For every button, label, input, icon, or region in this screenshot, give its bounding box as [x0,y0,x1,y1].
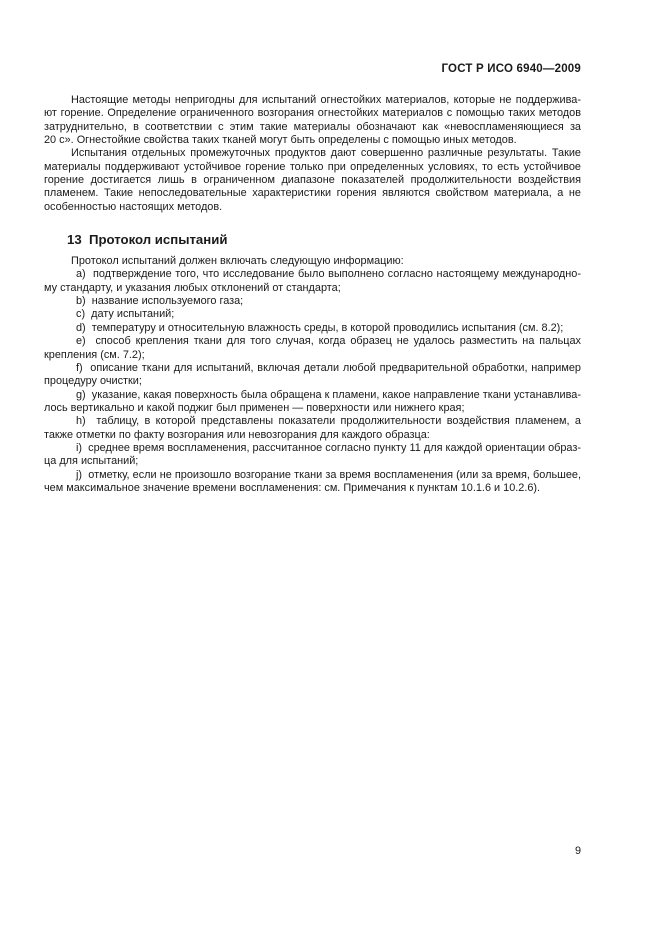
text-line: материалы поддерживают устойчивое горение только при определенных условиях, то есть устойчивое [44,160,581,173]
text-line: e) способ крепления ткани для того случая, когда образец не удалось разместить на пальцах [76,335,581,348]
list-item-e [44,335,581,362]
text-line: ца для испытаний; [44,455,139,468]
list-item-a [44,268,581,295]
text-line: затруднительно, в соответствии с этим такие материалы обозначают как «невоспламеняющиеся за [44,120,581,133]
text-line: ют горение. Определение ограниченного возгорания огнестойких материалов с помощью таких методов [44,107,581,120]
document-header: ГОСТ Р ИСО 6940—2009 [441,63,581,75]
list-item-g [44,389,581,416]
text-line: c) дату испытаний; [76,308,175,321]
text-line: особенностью настоящих методов. [44,200,223,213]
text-line: также отметки по факту возгорания или невозгорания для каждого образца: [44,428,430,441]
para-protocol-lead [44,255,581,268]
list-item-h [44,415,581,442]
text-line: i) среднее время воспламенения, рассчитанное согласно пункту 11 для каждой ориентации образ- [76,441,581,454]
text-line: процедуру очистки; [44,375,142,388]
text-line: му стандарту, и указания любых отклонений от стандарта; [44,281,341,294]
list-item-f [44,362,581,389]
text-line: a) подтверждение того, что исследование было выполнено согласно настоящему международно- [76,268,581,281]
text-line: h) таблицу, в которой представлены показатели продолжительности воздействия пламенем, а [76,415,581,428]
list-item-j [44,469,581,496]
text-line: g) указание, какая поверхность была обращена к пламени, какое направление ткани устанавлива- [76,388,581,401]
text-line: лось вертикально и какой поджиг был применен — поверхности или нижнего края; [44,401,465,414]
text-line: f) описание ткани для испытаний, включая детали любой предварительной обработки, например [76,361,581,374]
text-line: горение достигается лишь в ограниченном диапазоне показателей продолжительности воздействия [44,174,581,187]
text-line: пламенем. Такие непоследовательные характеристики горения являются свойством материала, а не [44,187,581,200]
text-line: чем максимальное значение времени воспламенения: см. Примечания к пунктам 10.1.6 и 10.2.6). [44,481,541,494]
text-line: крепления (см. 7.2); [44,348,145,361]
text-line: Протокол испытаний должен включать следующую информацию: [71,255,404,268]
document-body [44,94,581,495]
text-line: b) название используемого газа; [76,295,244,308]
list-item-i [44,442,581,469]
list-item-d [44,322,581,335]
para-intro-2 [44,147,581,214]
list-item-c [44,308,581,321]
para-intro-1 [44,94,581,147]
text-line: d) температуру и относительную влажность среды, в которой проводились испытания (см. 8.2); [76,321,564,334]
text-line: 20 с». Огнестойкие свойства таких тканей могут быть определены с помощью иных методов. [44,134,517,147]
text-line: j) отметку, если не произошло возгорание ткани за время воспламенения (или за время, большее, [76,468,581,481]
list-item-b [44,295,581,308]
text-line: Настоящие методы непригодны для испытаний огнестойких материалов, которые не поддержива- [71,94,581,106]
text-line: Испытания отдельных промежуточных продуктов дают совершенно различные результаты. Такие [71,147,581,160]
page-number: 9 [574,845,581,857]
section-heading: 13 Протокол испытаний [67,232,228,248]
